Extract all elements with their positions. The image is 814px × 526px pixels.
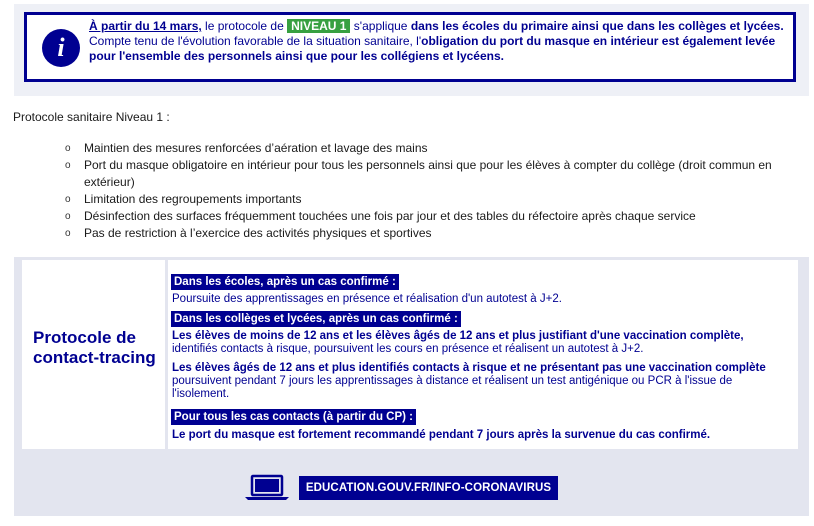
info-banner [24, 12, 796, 82]
contact-tracing-title: Protocole de contact-tracing [33, 328, 156, 367]
protocol-title: Protocole sanitaire Niveau 1 : [13, 110, 170, 124]
section-text-colleges-a: Les élèves de moins de 12 ans et les élèves âgés de 12 ans et plus justifiant d'une vaccination complète, identifiés contacts à risque, poursuivent les cours en présence et réalisent un autotest à J+2. [172, 330, 744, 355]
info-icon: i [42, 29, 80, 67]
protocol-list [64, 140, 794, 242]
banner-date: À partir du 14 mars, [89, 19, 202, 33]
list-item: o Pas de restriction à l’exercice des activités physiques et sportives [65, 226, 432, 240]
bullet-icon: o [65, 143, 71, 154]
contact-tracing-title-box [22, 260, 165, 449]
section-text-cas-contacts: Le port du masque est fortement recommandé pendant 7 jours après la survenue du cas confirmé. [172, 429, 711, 441]
section-text-ecoles: Poursuite des apprentissages en présence et réalisation d'un autotest à J+2. [172, 293, 562, 305]
section-heading-ecoles: Dans les écoles, après un cas confirmé : [171, 274, 399, 290]
niveau-badge: NIVEAU 1 [287, 19, 350, 33]
banner-text [89, 19, 789, 64]
bullet-icon: o [65, 160, 71, 171]
banner-text-1: le protocole de [201, 19, 288, 33]
list-item: o Limitation des regroupements importants [65, 192, 302, 206]
laptop-icon [243, 474, 291, 502]
bullet-icon: o [65, 211, 71, 222]
banner-text-3: dans les écoles du primaire ainsi que dans les collèges et lycées. [410, 19, 784, 33]
section-heading-cas-contacts: Pour tous les cas contacts (à partir du CP) : [171, 409, 416, 425]
section-heading-colleges: Dans les collèges et lycées, après un cas confirmé : [171, 311, 461, 327]
banner-text-4: Compte tenu de l'évolution favorable de la situation sanitaire, l' [89, 34, 422, 48]
list-item: o Maintien des mesures renforcées d’aération et lavage des mains [65, 141, 428, 155]
list-item: o Désinfection des surfaces fréquemment touchées une fois par jour et des tables du réfectoire après chaque service [65, 209, 696, 223]
contact-tracing-details [168, 260, 798, 449]
bullet-icon: o [65, 228, 71, 239]
banner-text-5: obligation du port du masque en intérieur est également levée pour l'ensemble des personnels ainsi que pour les collégiens et lycéens. [89, 34, 776, 63]
list-item: o Port du masque obligatoire en intérieur pour tous les personnels ainsi que pour les élèves à compter du collège (droit commun en extérieur) [65, 158, 772, 189]
banner-text-2: s'applique [350, 19, 411, 33]
education-url-link[interactable]: EDUCATION.GOUV.FR/INFO-CORONAVIRUS [299, 476, 558, 500]
section-text-colleges-b: Les élèves âgés de 12 ans et plus identifiés contacts à risque et ne présentant pas une vaccination complète poursuivent pendant 7 jours les apprentissages à distance et réalisent un test antigénique ou PCR à l'issue de l'isolement. [172, 362, 766, 400]
bullet-icon: o [65, 194, 71, 205]
